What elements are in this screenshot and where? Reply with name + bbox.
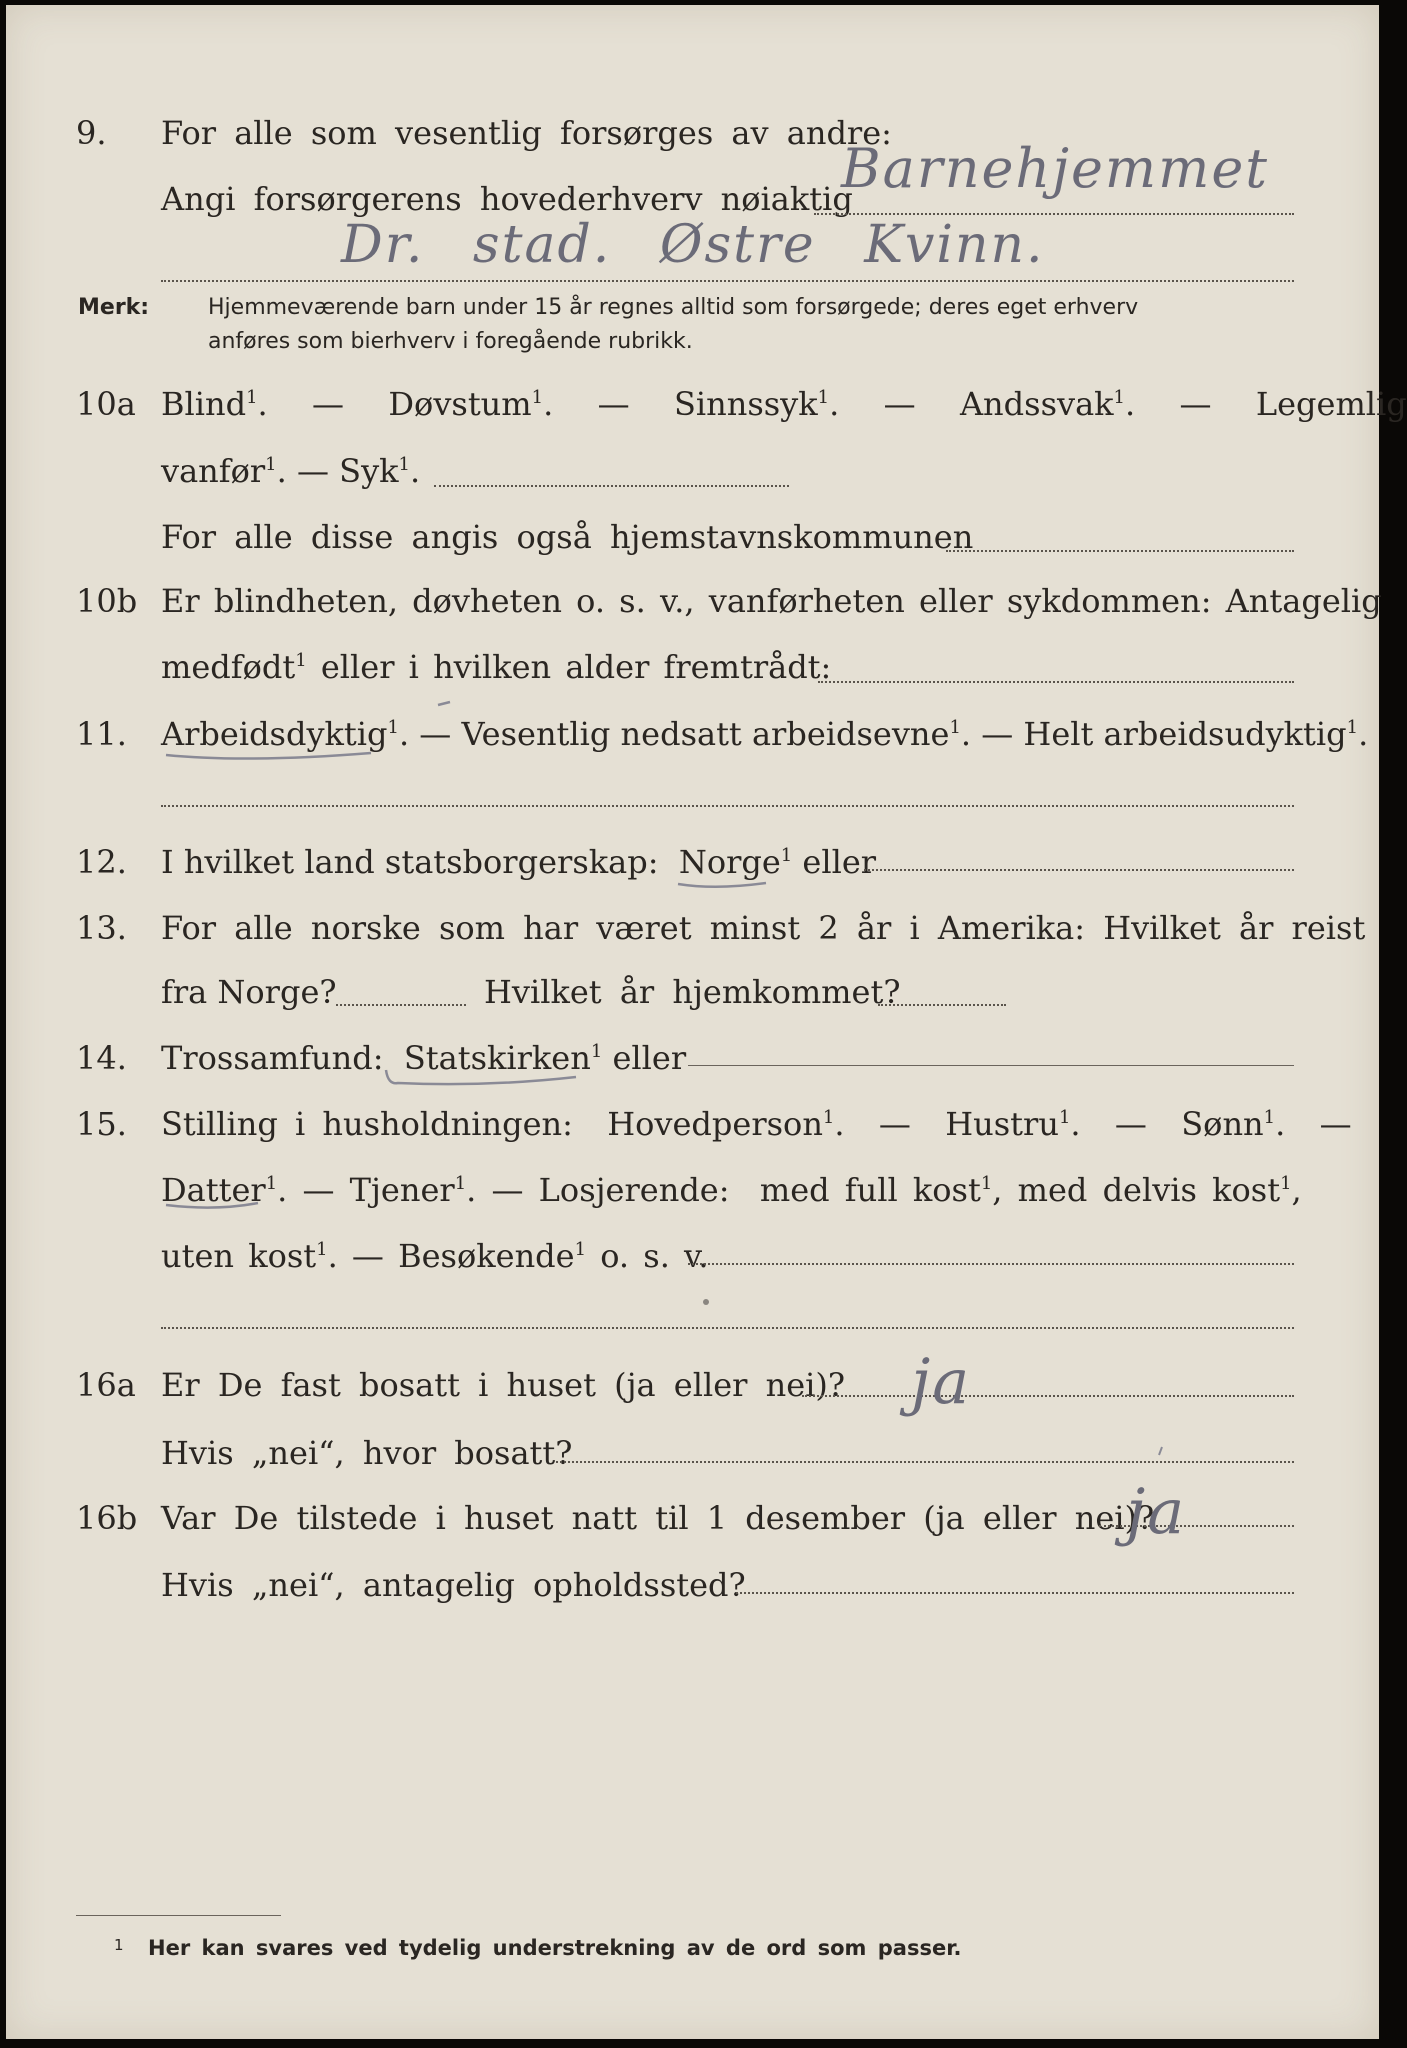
q11-line1: Arbeidsdyktig$^1$. — Vesentlig nedsatt arbeidsevne$^1$. — Helt arbeidsudyktig$^1$.: [161, 715, 1369, 753]
q13-number: 13.: [76, 909, 127, 947]
merk-line1: Hjemmeværende barn under 15 år regnes alltid som forsørgede; deres eget erhverv: [208, 295, 1139, 320]
q9-line2: Angi forsørgerens hovederhverv nøiaktig: [161, 180, 853, 218]
q11-opt-arbeidsdyktig: Arbeidsdyktig: [161, 715, 388, 753]
merk-label: Merk:: [78, 295, 150, 320]
q16b-answer-handwriting: ja: [1126, 1475, 1187, 1548]
q10b-line2: medfødt$^1$ eller i hvilken alder fremtrådt:: [161, 648, 832, 686]
q15-number: 15.: [76, 1105, 127, 1143]
q9-line1: For alle som vesentlig forsørges av andre:: [161, 114, 892, 152]
q16a-answer-handwriting: ja: [911, 1345, 972, 1418]
footnote-text: Her kan svares ved tydelig understrekning av de ord som passer.: [148, 1936, 962, 1960]
q12-number: 12.: [76, 843, 127, 881]
q15-line3: uten kost$^1$. — Besøkende$^1$ o. s. v.: [161, 1237, 709, 1275]
q16a-line1: Er De fast bosatt i huset (ja eller nei)?: [161, 1366, 846, 1404]
q15-line2: Datter$^1$. — Tjener$^1$. — Losjerende: med full kost$^1$, med delvis kost$^1$,: [161, 1171, 1302, 1209]
q15-opt-datter: Datter: [161, 1171, 266, 1209]
q16a-line2: Hvis „nei“, hvor bosatt?: [161, 1434, 573, 1472]
q9-number: 9.: [76, 114, 107, 152]
q14-number: 14.: [76, 1039, 127, 1077]
q10a-line2: vanfør$^1$. — Syk$^1$.: [161, 452, 421, 490]
pencil-underline-marks: [6, 5, 1379, 2039]
q13-part1: fra Norge?: [161, 973, 337, 1011]
q13-line1: For alle norske som har været minst 2 år i Amerika: Hvilket år reist: [161, 909, 1366, 947]
q14-opt-statskirken: Statskirken: [403, 1039, 591, 1077]
q16b-line2: Hvis „nei“, antagelig opholdssted?: [161, 1566, 746, 1604]
q10a-number: 10a: [76, 385, 136, 423]
census-form-page: [6, 5, 1407, 2039]
q9-answer1-handwriting: Barnehjemmet: [841, 137, 1269, 200]
q10b-number: 10b: [76, 582, 138, 620]
merk-line2: anføres som bierhverv i foregående rubrikk.: [208, 329, 693, 354]
q9-answer2-handwriting: Dr. stad. Østre Kvinn.: [341, 215, 1045, 275]
q16b-line1: Var De tilstede i huset natt til 1 desember (ja eller nei)?: [161, 1499, 1155, 1537]
q14-line: Trossamfund: Statskirken$^1$ eller: [161, 1039, 687, 1077]
q10a-line1: Blind$^1$. — Døvstum$^1$. — Sinnssyk$^1$. — Andssvak$^1$. — Legemlig: [161, 385, 1407, 423]
q15-line1: Stilling i husholdningen: Hovedperson$^1$. — Hustru$^1$. — Sønn$^1$. —: [161, 1105, 1352, 1143]
q13-part2: Hvilket år hjemkommet?: [484, 973, 901, 1011]
q16b-number: 16b: [76, 1499, 138, 1537]
q12-line: I hvilket land statsborgerskap: Norge$^1$ eller: [161, 843, 877, 881]
q11-number: 11.: [76, 715, 127, 753]
footnote-mark: 1: [114, 1936, 124, 1954]
q12-opt-norge: Norge: [678, 843, 781, 881]
q10b-line1: Er blindheten, døvheten o. s. v., vanførheten eller sykdommen: Antagelig: [161, 582, 1382, 620]
q16a-number: 16a: [76, 1366, 136, 1404]
q10a-line3: For alle disse angis også hjemstavnskommunen: [161, 518, 974, 556]
